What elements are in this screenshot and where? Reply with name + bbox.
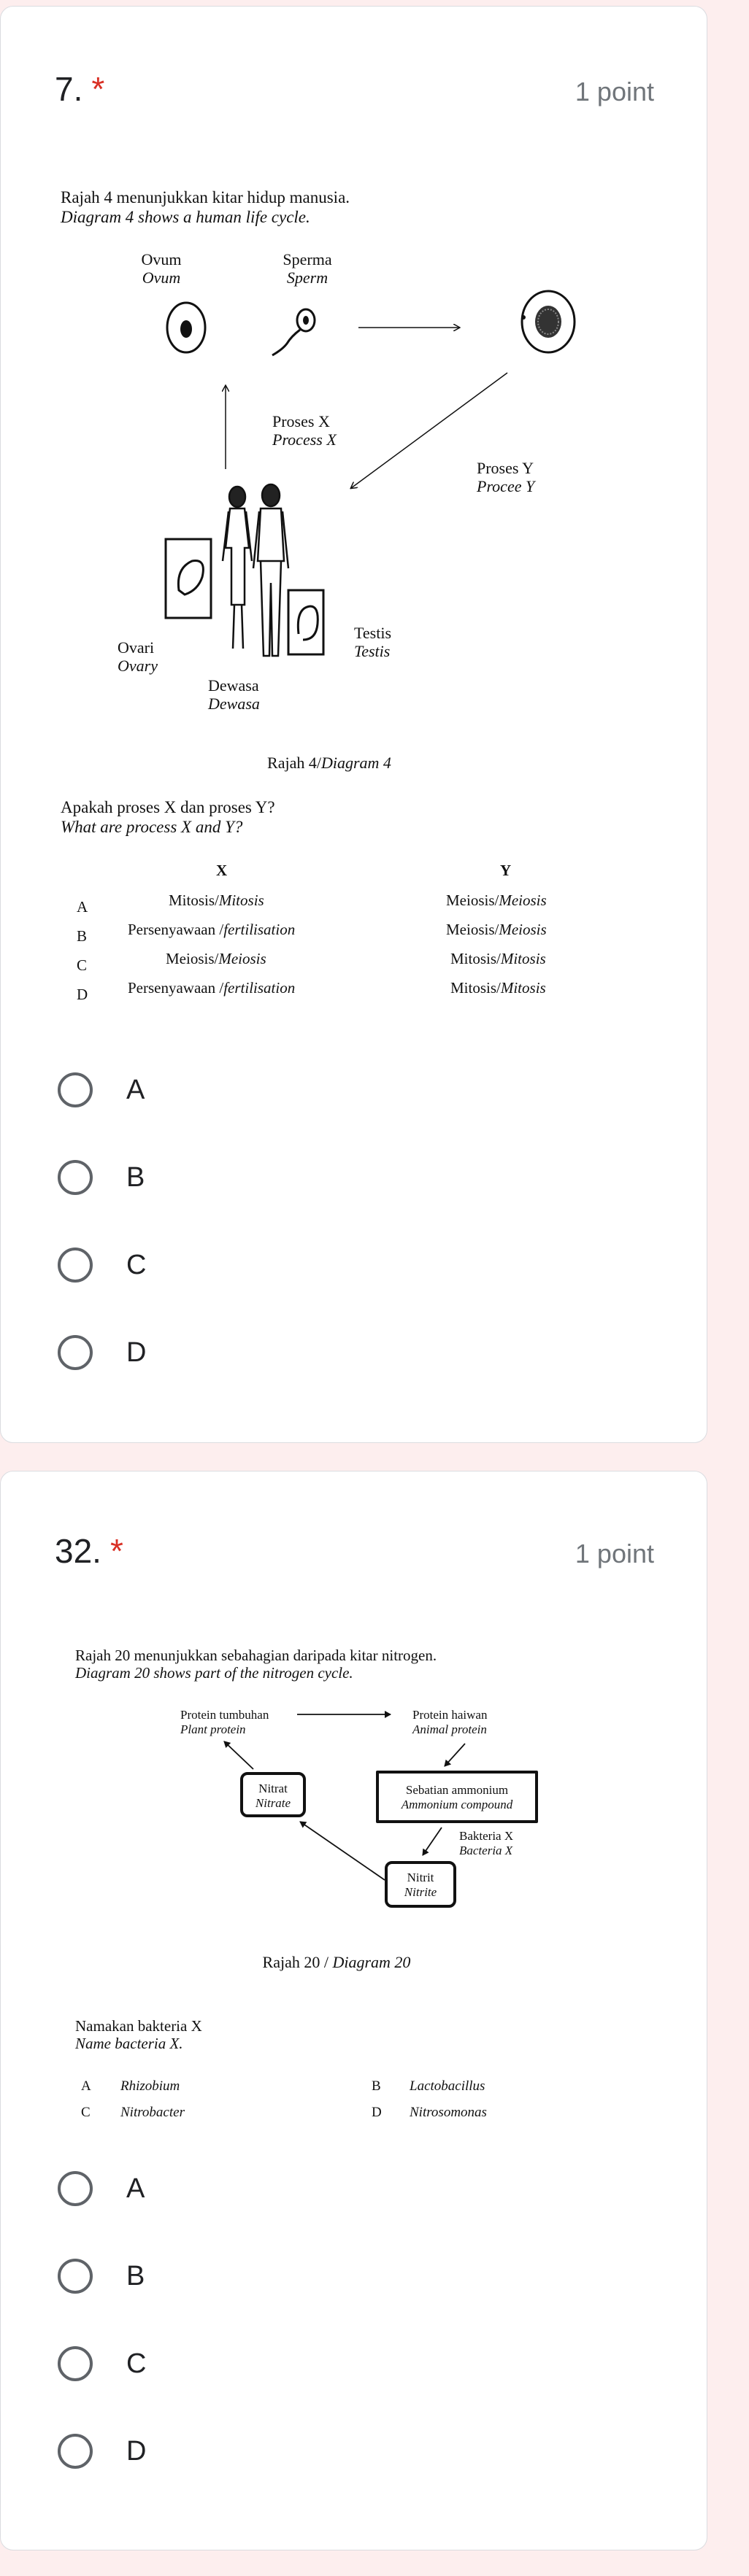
- arrow-nitrate-to-plant: [224, 1741, 253, 1769]
- radio-option-a[interactable]: [58, 2168, 145, 2209]
- radio-label: A: [126, 1074, 145, 1105]
- intro-malay: Rajah 4 menunjukkan kitar hidup manusia.: [61, 188, 350, 206]
- choice-letter: A: [81, 2078, 91, 2094]
- question-malay: Apakah proses X dan proses Y?: [61, 798, 275, 816]
- label-dewasa: Dewasa Dewasa: [208, 676, 260, 713]
- female-adult-figure: [223, 487, 252, 649]
- row-letter: C: [77, 956, 88, 974]
- required-asterisk: *: [91, 70, 105, 108]
- row-letter: A: [77, 898, 88, 916]
- radio-option-b[interactable]: [58, 2256, 145, 2297]
- radio-label: C: [126, 2348, 147, 2379]
- row-x-value: Mitosis/Mitosis: [169, 891, 264, 909]
- radio-circle[interactable]: [58, 2434, 93, 2469]
- radio-option-a[interactable]: [58, 1070, 145, 1110]
- radio-circle[interactable]: [58, 2171, 93, 2206]
- question-text: [61, 797, 275, 837]
- radio-circle[interactable]: [58, 1248, 93, 1283]
- question-text: [75, 2017, 202, 2052]
- box-ammonium-compound: Sebatian ammonium Ammonium compound: [376, 1771, 538, 1823]
- label-plant-protein: Protein tumbuhan Plant protein: [180, 1708, 269, 1736]
- radio-option-d[interactable]: [58, 1332, 146, 1373]
- nitrogen-cycle-arrows: [1, 1471, 708, 2551]
- choice-letter: C: [81, 2105, 91, 2120]
- question-number: 32. *: [55, 1532, 123, 1570]
- choice-text: Nitrosomonas: [410, 2105, 487, 2120]
- question-card-32: [0, 1471, 707, 2550]
- testis-icon: [288, 590, 323, 654]
- radio-label: D: [126, 1337, 147, 1368]
- radio-label: A: [126, 2173, 145, 2204]
- question-english: Name bacteria X.: [75, 2035, 183, 2052]
- arrow-animal-to-ammonium: [445, 1744, 465, 1766]
- radio-circle[interactable]: [58, 1072, 93, 1107]
- radio-label: B: [126, 1161, 145, 1193]
- choice-letter: B: [372, 2078, 381, 2094]
- ovum-cell-icon: [167, 303, 205, 352]
- diagram-caption: Rajah 20 / Diagram 20: [262, 1953, 411, 1971]
- arrow-zygote-to-adult: [351, 373, 507, 488]
- question-english: What are process X and Y?: [61, 818, 243, 836]
- row-y-value: Meiosis/Meiosis: [446, 891, 547, 909]
- label-bacteria-x: Bakteria X Bacteria X: [459, 1829, 514, 1857]
- row-y-value: Mitosis/Mitosis: [450, 979, 546, 997]
- row-y-value: Meiosis/Meiosis: [446, 921, 547, 938]
- radio-option-c[interactable]: [58, 1245, 146, 1285]
- label-ovum: Ovum Ovum: [141, 250, 182, 287]
- ovary-icon: [166, 539, 211, 618]
- choice-text: Nitrobacter: [120, 2105, 185, 2120]
- question-number: 7. *: [55, 70, 105, 108]
- radio-label: C: [126, 1249, 147, 1280]
- question-points: 1 point: [575, 77, 654, 107]
- label-ovari: Ovari Ovary: [118, 638, 158, 675]
- row-x-value: Persenyawaan /fertilisation: [128, 979, 296, 997]
- intro-english: Diagram 20 shows part of the nitrogen cycle.: [75, 1664, 353, 1682]
- intro-english: Diagram 4 shows a human life cycle.: [61, 208, 310, 226]
- radio-circle[interactable]: [58, 2346, 93, 2381]
- label-animal-protein: Protein haiwan Animal protein: [412, 1708, 488, 1736]
- row-letter: D: [77, 986, 88, 1003]
- row-y-value: Mitosis/Mitosis: [450, 950, 546, 967]
- radio-option-d[interactable]: [58, 2431, 146, 2472]
- radio-circle[interactable]: [58, 2259, 93, 2294]
- table-header-y: Y: [500, 862, 512, 879]
- diagram-caption: Rajah 4/Diagram 4: [267, 754, 391, 772]
- table-header-x: X: [216, 862, 228, 879]
- radio-label: D: [126, 2435, 147, 2467]
- male-adult-figure: [253, 484, 288, 656]
- radio-circle[interactable]: [58, 1160, 93, 1195]
- zygote-icon: [521, 291, 575, 352]
- radio-option-c[interactable]: [58, 2343, 146, 2384]
- choice-letter: D: [372, 2105, 382, 2120]
- label-process-x: Proses X Process X: [272, 412, 337, 449]
- radio-label: B: [126, 2260, 145, 2291]
- arrow-ammonium-to-nitrite: [423, 1827, 442, 1855]
- sperm-icon: [272, 309, 315, 355]
- row-x-value: Persenyawaan /fertilisation: [128, 921, 296, 938]
- row-letter: B: [77, 927, 88, 945]
- label-sperma: Sperma Sperm: [283, 250, 332, 287]
- arrow-nitrite-to-nitrate: [300, 1822, 385, 1880]
- question-card-7: [0, 6, 707, 1443]
- life-cycle-graphics: [1, 7, 708, 1444]
- question-malay: Namakan bakteria X: [75, 2017, 202, 2035]
- required-asterisk: *: [110, 1532, 123, 1570]
- label-process-y: Proses Y Procee Y: [477, 459, 535, 495]
- choice-text: Lactobacillus: [410, 2078, 485, 2094]
- intro-malay: Rajah 20 menunjukkan sebahagian daripada kitar nitrogen.: [75, 1647, 437, 1664]
- box-nitrate: Nitrat Nitrate: [240, 1772, 306, 1817]
- box-nitrite: Nitrit Nitrite: [385, 1861, 456, 1908]
- choice-text: Rhizobium: [120, 2078, 180, 2094]
- label-testis: Testis Testis: [354, 624, 392, 660]
- radio-circle[interactable]: [58, 1335, 93, 1370]
- question-points: 1 point: [575, 1539, 654, 1569]
- row-x-value: Meiosis/Meiosis: [166, 950, 266, 967]
- radio-option-b[interactable]: [58, 1157, 145, 1198]
